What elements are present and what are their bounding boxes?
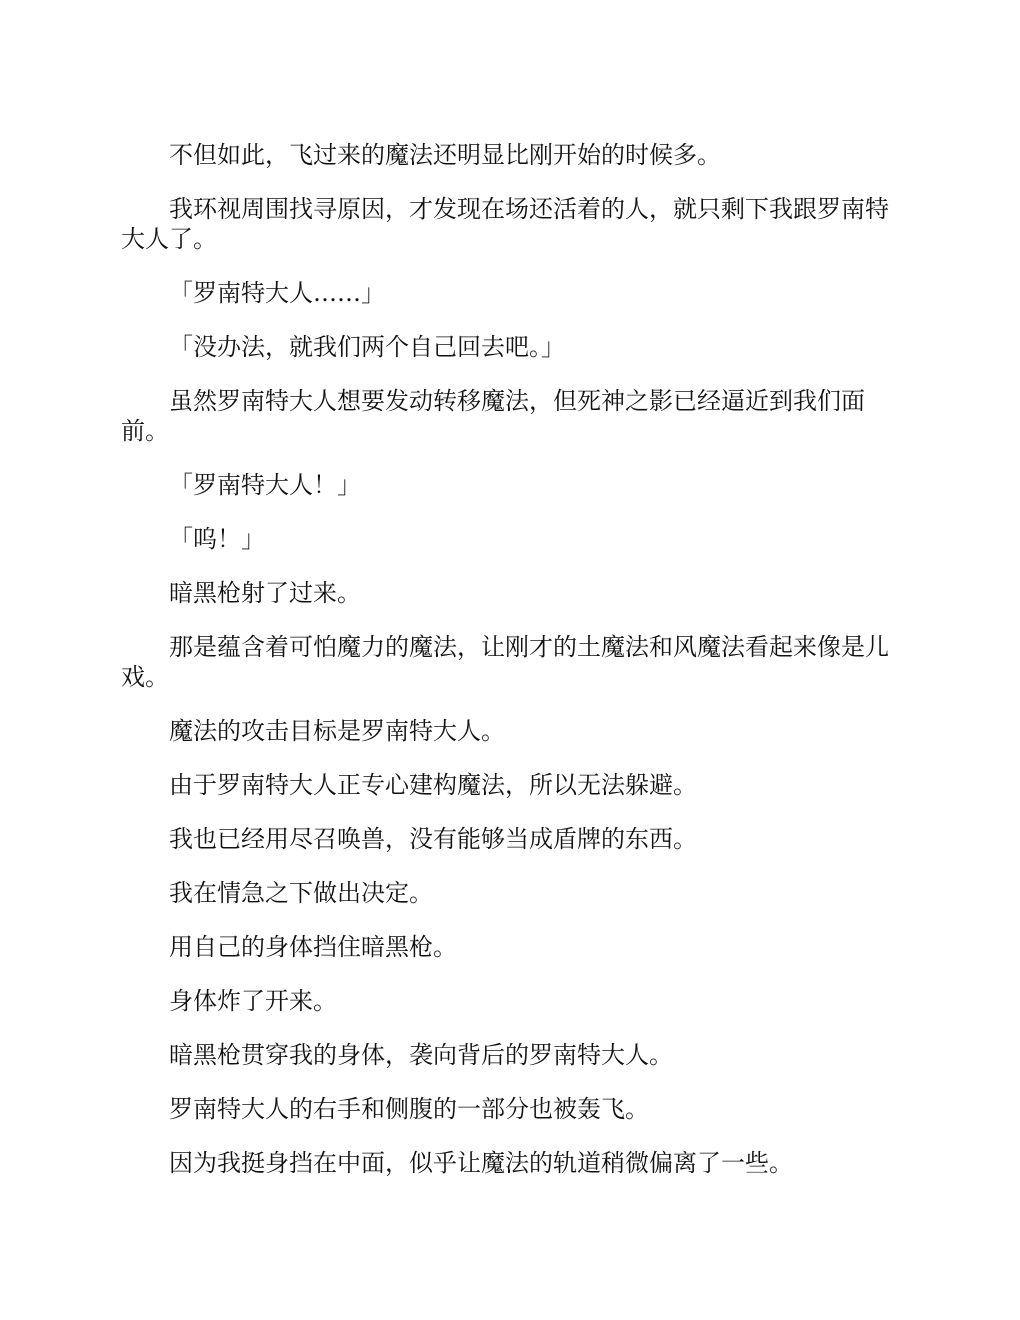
paragraph: 罗南特大人的右手和侧腹的一部分也被轰飞。 (169, 1095, 649, 1123)
paragraph: 那是蕴含着可怕魔力的魔法，让刚才的土魔法和风魔法看起来像是儿戏。 (121, 633, 889, 691)
paragraph: 暗黑枪贯穿我的身体，袭向背后的罗南特大人。 (169, 1041, 673, 1069)
paragraph: 用自己的身体挡住暗黑枪。 (169, 933, 457, 961)
paragraph: 我环视周围找寻原因，才发现在场还活着的人，就只剩下我跟罗南特大人了。 (121, 195, 889, 253)
paragraph: 「没办法，就我们两个自己回去吧。」 (169, 333, 565, 361)
paragraph: 魔法的攻击目标是罗南特大人。 (169, 717, 505, 745)
paragraph: 「呜！」 (169, 525, 265, 553)
paragraph: 暗黑枪射了过来。 (169, 579, 361, 607)
paragraph: 我在情急之下做出决定。 (169, 879, 433, 907)
paragraph: 我也已经用尽召唤兽，没有能够当成盾牌的东西。 (169, 825, 697, 853)
paragraph: 虽然罗南特大人想要发动转移魔法，但死神之影已经逼近到我们面前。 (121, 387, 865, 445)
paragraph: 「罗南特大人……」 (169, 279, 385, 307)
paragraph: 由于罗南特大人正专心建构魔法，所以无法躲避。 (169, 771, 697, 799)
document-body (121, 140, 901, 1202)
paragraph: 「罗南特大人！」 (169, 471, 361, 499)
paragraph: 不但如此，飞过来的魔法还明显比刚开始的时候多。 (169, 141, 721, 169)
paragraph: 身体炸了开来。 (169, 987, 337, 1015)
paragraph: 因为我挺身挡在中面，似乎让魔法的轨道稍微偏离了一些。 (169, 1149, 793, 1177)
